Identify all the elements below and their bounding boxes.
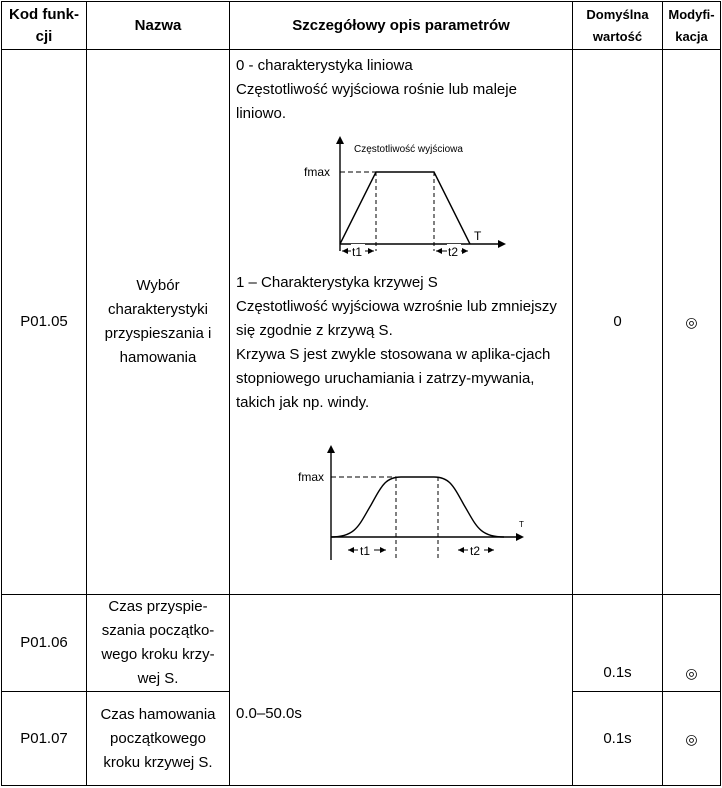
header-name — [87, 2, 230, 50]
name-cell: Czas przyspie-szania początko-wego kroku krzy-wej S. — [87, 595, 230, 692]
default-cell: 0 — [573, 50, 663, 595]
header-modify-label: Modyfi-kacja — [668, 6, 715, 44]
chart2-t1: t1 — [360, 544, 371, 558]
description-cell — [230, 50, 573, 595]
header-desc — [230, 2, 573, 50]
header-code — [2, 2, 87, 50]
default-cell: 0.1s — [573, 595, 663, 692]
chart1-fmax: fmax — [304, 165, 331, 179]
name-cell: Wybór charakterystyki przyspieszania i hamowania — [87, 50, 230, 595]
table-row — [2, 50, 721, 595]
modify-cell: ◎ — [663, 692, 721, 786]
code-cell: P01.05 — [2, 50, 87, 595]
modify-cell: ◎ — [663, 50, 721, 595]
header-default-label: Domyślna wartość — [586, 6, 649, 44]
header-code-label: Kod funk-cji — [9, 5, 79, 45]
header-row — [2, 2, 721, 50]
header-name-label: Nazwa — [134, 16, 182, 34]
code-cell: P01.07 — [2, 692, 87, 786]
desc-linear-title: 0 - charakterystyka liniowa — [236, 57, 413, 74]
table-row — [2, 595, 721, 692]
desc-linear-text: Częstotliwość wyjściowa rośnie lub maleje liniowo. — [236, 81, 517, 122]
chart2-t2: t2 — [470, 544, 481, 558]
chart2-fmax: fmax — [298, 470, 325, 484]
linear-accel-chart — [236, 126, 566, 261]
parameter-table — [1, 1, 721, 786]
header-desc-label: Szczegółowy opis parametrów — [292, 16, 510, 34]
default-cell: 0.1s — [573, 692, 663, 786]
shared-description-cell — [230, 595, 573, 786]
range-text: 0.0–50.0s — [236, 705, 302, 722]
code-cell: P01.06 — [2, 595, 87, 692]
chart1-t2: t2 — [448, 245, 459, 259]
name-cell: Czas hamowania początkowego kroku krzywej S. — [87, 692, 230, 786]
desc-scurve-text1: Częstotliwość wyjściowa wzrośnie lub zmniejszy się zgodnie z krzywą S. — [236, 298, 557, 339]
desc-scurve-title: 1 – Charakterystyka krzywej S — [236, 274, 438, 291]
chart1-t1: t1 — [352, 245, 363, 259]
modify-cell: ◎ — [663, 595, 721, 692]
header-default — [573, 2, 663, 50]
chart1-T: T — [474, 229, 482, 243]
header-modify — [663, 2, 721, 50]
chart2-T: T — [519, 520, 524, 529]
desc-scurve-text2: Krzywa S jest zwykle stosowana w aplika-cjach stopniowego uruchamiania i zatrzy-mywania, takich jak np. windy. — [236, 346, 551, 411]
chart1-title: Częstotliwość wyjściowa — [354, 144, 463, 155]
scurve-accel-chart — [236, 415, 566, 565]
